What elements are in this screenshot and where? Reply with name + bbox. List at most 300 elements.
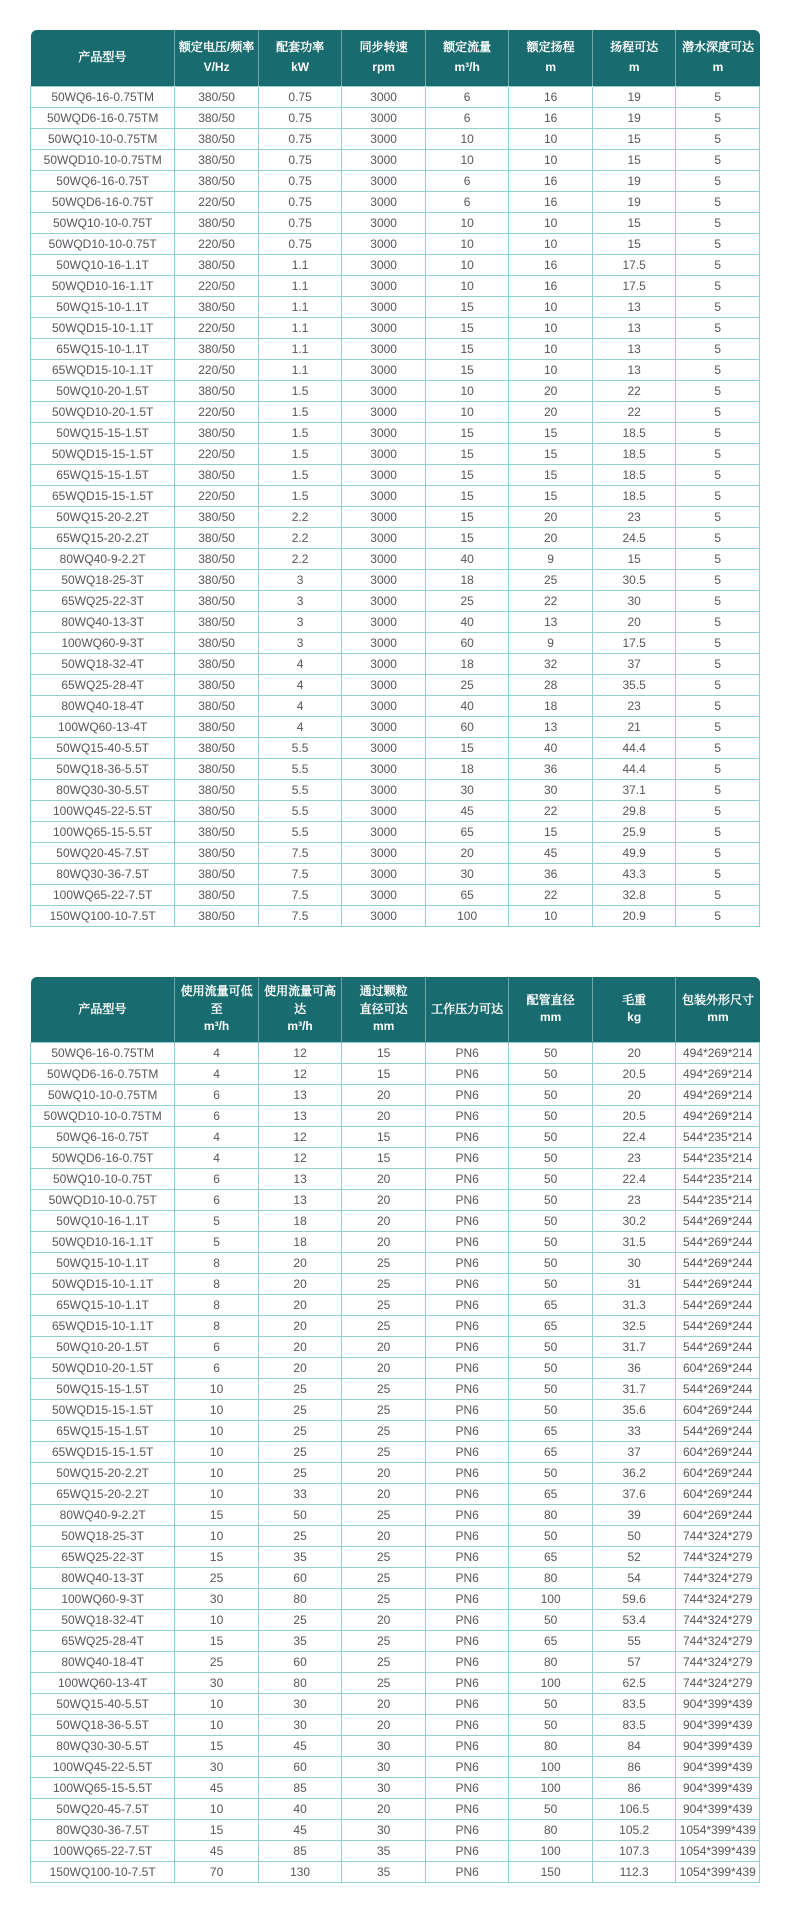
table-row <box>31 1736 760 1757</box>
value-cell: 65 <box>509 1316 593 1337</box>
value-cell: 20 <box>342 1211 426 1232</box>
table-row <box>31 1463 760 1484</box>
value-cell: 3000 <box>342 821 426 842</box>
table-row <box>31 1085 760 1106</box>
value-cell: 15 <box>175 1547 259 1568</box>
value-cell: 15 <box>509 464 593 485</box>
value-cell: 544*269*244 <box>676 1379 760 1400</box>
value-cell: 150 <box>509 1862 593 1883</box>
product-model-cell: 65WQ15-10-1.1T <box>31 338 175 359</box>
value-cell: PN6 <box>425 1736 509 1757</box>
value-cell: 7.5 <box>258 842 342 863</box>
value-cell: 30 <box>175 1589 259 1610</box>
value-cell: 5 <box>676 527 760 548</box>
value-cell: 604*269*244 <box>676 1505 760 1526</box>
value-cell: 15 <box>592 212 676 233</box>
value-cell: 25 <box>425 674 509 695</box>
table-row <box>31 317 760 338</box>
column-header <box>425 30 509 86</box>
value-cell: 13 <box>509 611 593 632</box>
value-cell: 15 <box>509 821 593 842</box>
value-cell: 50 <box>509 1358 593 1379</box>
value-cell: 1.1 <box>258 317 342 338</box>
value-cell: 50 <box>509 1715 593 1736</box>
column-header <box>258 977 342 1043</box>
value-cell: 13 <box>258 1190 342 1211</box>
value-cell: 32.5 <box>592 1316 676 1337</box>
product-model-cell: 50WQ6-16-0.75T <box>31 1127 175 1148</box>
value-cell: 16 <box>509 107 593 128</box>
value-cell: 29.8 <box>592 800 676 821</box>
product-model-cell: 80WQ40-9-2.2T <box>31 548 175 569</box>
value-cell: 50 <box>509 1694 593 1715</box>
table-row <box>31 1631 760 1652</box>
usage-specs-table <box>30 977 760 1884</box>
value-cell: 25 <box>342 1631 426 1652</box>
product-model-cell: 65WQ15-10-1.1T <box>31 1295 175 1316</box>
value-cell: 20 <box>342 1715 426 1736</box>
table-row <box>31 1316 760 1337</box>
header-row <box>31 30 760 86</box>
value-cell: 25 <box>342 1505 426 1526</box>
value-cell: 8 <box>175 1295 259 1316</box>
value-cell: 1.5 <box>258 464 342 485</box>
value-cell: PN6 <box>425 1106 509 1127</box>
value-cell: 16 <box>509 86 593 107</box>
product-model-cell: 100WQ60-13-4T <box>31 716 175 737</box>
value-cell: 6 <box>425 86 509 107</box>
product-model-cell: 50WQ10-20-1.5T <box>31 380 175 401</box>
value-cell: 45 <box>258 1820 342 1841</box>
rated-specs-header <box>31 30 760 86</box>
value-cell: 380/50 <box>175 716 259 737</box>
column-header-label: 工作压力可达 <box>431 1001 504 1016</box>
value-cell: 25 <box>258 1421 342 1442</box>
table-row <box>31 254 760 275</box>
value-cell: 380/50 <box>175 338 259 359</box>
value-cell: 20 <box>509 506 593 527</box>
product-model-cell: 50WQ18-36-5.5T <box>31 1715 175 1736</box>
value-cell: 45 <box>425 800 509 821</box>
value-cell: 5 <box>676 485 760 506</box>
table-row <box>31 758 760 779</box>
value-cell: 65 <box>509 1547 593 1568</box>
value-cell: 100 <box>509 1757 593 1778</box>
column-header <box>676 30 760 86</box>
value-cell: 5.5 <box>258 737 342 758</box>
value-cell: 20 <box>509 380 593 401</box>
value-cell: 36 <box>509 758 593 779</box>
value-cell: 25 <box>258 1610 342 1631</box>
value-cell: 3000 <box>342 401 426 422</box>
value-cell: 30 <box>342 1757 426 1778</box>
product-model-cell: 50WQ15-10-1.1T <box>31 1253 175 1274</box>
value-cell: 10 <box>425 233 509 254</box>
product-model-cell: 65WQ25-22-3T <box>31 590 175 611</box>
value-cell: 1054*399*439 <box>676 1862 760 1883</box>
value-cell: 494*269*214 <box>676 1106 760 1127</box>
value-cell: 3000 <box>342 233 426 254</box>
value-cell: 3000 <box>342 758 426 779</box>
table-row <box>31 1169 760 1190</box>
column-header <box>592 977 676 1043</box>
value-cell: 5 <box>676 695 760 716</box>
product-model-cell: 65WQ15-15-1.5T <box>31 464 175 485</box>
table-row <box>31 716 760 737</box>
value-cell: 4 <box>258 695 342 716</box>
value-cell: 50 <box>509 1274 593 1295</box>
column-header-label: 潜水深度可达 <box>681 39 754 54</box>
column-header-unit: V/Hz <box>203 59 230 74</box>
value-cell: PN6 <box>425 1778 509 1799</box>
value-cell: 13 <box>509 716 593 737</box>
value-cell: 3000 <box>342 380 426 401</box>
value-cell: 15 <box>592 548 676 569</box>
value-cell: 544*235*214 <box>676 1169 760 1190</box>
value-cell: 0.75 <box>258 170 342 191</box>
value-cell: 2.2 <box>258 506 342 527</box>
value-cell: PN6 <box>425 1757 509 1778</box>
value-cell: 50 <box>509 1127 593 1148</box>
value-cell: 5 <box>175 1232 259 1253</box>
value-cell: 5 <box>676 317 760 338</box>
value-cell: 3000 <box>342 716 426 737</box>
value-cell: 31.7 <box>592 1337 676 1358</box>
value-cell: PN6 <box>425 1211 509 1232</box>
value-cell: 15 <box>425 485 509 506</box>
table-row <box>31 275 760 296</box>
product-model-cell: 50WQ15-20-2.2T <box>31 1463 175 1484</box>
value-cell: 3000 <box>342 212 426 233</box>
product-model-cell: 65WQ25-22-3T <box>31 1547 175 1568</box>
value-cell: PN6 <box>425 1673 509 1694</box>
value-cell: 25 <box>175 1652 259 1673</box>
value-cell: 2.2 <box>258 527 342 548</box>
value-cell: 3000 <box>342 296 426 317</box>
value-cell: 380/50 <box>175 800 259 821</box>
column-header <box>175 977 259 1043</box>
value-cell: 40 <box>509 737 593 758</box>
table-row <box>31 1715 760 1736</box>
value-cell: 3 <box>258 590 342 611</box>
column-header-label: 产品型号 <box>78 1001 127 1016</box>
table-row <box>31 1841 760 1862</box>
product-model-cell: 80WQ30-30-5.5T <box>31 1736 175 1757</box>
value-cell: 10 <box>509 359 593 380</box>
value-cell: 13 <box>258 1085 342 1106</box>
product-model-cell: 50WQ6-16-0.75T <box>31 170 175 191</box>
column-header-label: 同步转速 <box>359 39 408 54</box>
value-cell: 20 <box>342 1169 426 1190</box>
value-cell: 380/50 <box>175 653 259 674</box>
column-header <box>425 977 509 1043</box>
table-row <box>31 506 760 527</box>
product-model-cell: 80WQ30-36-7.5T <box>31 863 175 884</box>
value-cell: 604*269*244 <box>676 1358 760 1379</box>
table-row <box>31 1610 760 1631</box>
product-model-cell: 50WQ18-25-3T <box>31 569 175 590</box>
value-cell: 3000 <box>342 170 426 191</box>
value-cell: 36 <box>509 863 593 884</box>
value-cell: 5 <box>676 107 760 128</box>
product-model-cell: 50WQD6-16-0.75TM <box>31 1064 175 1085</box>
value-cell: PN6 <box>425 1820 509 1841</box>
value-cell: PN6 <box>425 1379 509 1400</box>
value-cell: 54 <box>592 1568 676 1589</box>
table-row <box>31 1358 760 1379</box>
value-cell: 3000 <box>342 338 426 359</box>
value-cell: 60 <box>258 1568 342 1589</box>
value-cell: 15 <box>509 485 593 506</box>
table-row <box>31 737 760 758</box>
table-row <box>31 800 760 821</box>
table-row <box>31 1862 760 1883</box>
table-row <box>31 863 760 884</box>
value-cell: 13 <box>592 296 676 317</box>
value-cell: 5 <box>676 422 760 443</box>
value-cell: 6 <box>175 1169 259 1190</box>
value-cell: 35 <box>342 1841 426 1862</box>
table-row <box>31 1274 760 1295</box>
table-row <box>31 1190 760 1211</box>
value-cell: 30 <box>258 1715 342 1736</box>
value-cell: 0.75 <box>258 107 342 128</box>
product-model-cell: 50WQ10-16-1.1T <box>31 1211 175 1232</box>
value-cell: 31.5 <box>592 1232 676 1253</box>
product-model-cell: 80WQ30-36-7.5T <box>31 1820 175 1841</box>
product-model-cell: 50WQ20-45-7.5T <box>31 842 175 863</box>
value-cell: 904*399*439 <box>676 1715 760 1736</box>
value-cell: 16 <box>509 191 593 212</box>
value-cell: 10 <box>425 401 509 422</box>
value-cell: 20 <box>342 1799 426 1820</box>
value-cell: PN6 <box>425 1463 509 1484</box>
value-cell: 10 <box>175 1484 259 1505</box>
column-header-label: 额定流量 <box>443 39 492 54</box>
value-cell: 45 <box>175 1841 259 1862</box>
value-cell: 6 <box>425 191 509 212</box>
value-cell: 380/50 <box>175 170 259 191</box>
value-cell: PN6 <box>425 1442 509 1463</box>
value-cell: 380/50 <box>175 674 259 695</box>
value-cell: 20 <box>509 527 593 548</box>
table-row <box>31 1673 760 1694</box>
table-row <box>31 422 760 443</box>
column-header-label: 额定电压/频率 <box>178 39 255 54</box>
product-model-cell: 50WQ18-32-4T <box>31 1610 175 1631</box>
value-cell: 380/50 <box>175 86 259 107</box>
table-row <box>31 86 760 107</box>
value-cell: 45 <box>175 1778 259 1799</box>
value-cell: 380/50 <box>175 548 259 569</box>
value-cell: 10 <box>509 233 593 254</box>
value-cell: 13 <box>592 317 676 338</box>
value-cell: 0.75 <box>258 149 342 170</box>
value-cell: 380/50 <box>175 464 259 485</box>
value-cell: 1.1 <box>258 338 342 359</box>
value-cell: 220/50 <box>175 275 259 296</box>
value-cell: 5 <box>676 149 760 170</box>
value-cell: 10 <box>175 1400 259 1421</box>
value-cell: 35.6 <box>592 1400 676 1421</box>
value-cell: 70 <box>175 1862 259 1883</box>
value-cell: 10 <box>509 212 593 233</box>
product-model-cell: 100WQ60-9-3T <box>31 632 175 653</box>
value-cell: 1.1 <box>258 359 342 380</box>
table-row <box>31 821 760 842</box>
value-cell: 3000 <box>342 674 426 695</box>
value-cell: 220/50 <box>175 485 259 506</box>
value-cell: 18.5 <box>592 464 676 485</box>
value-cell: 220/50 <box>175 191 259 212</box>
value-cell: 5 <box>175 1211 259 1232</box>
column-header <box>509 30 593 86</box>
value-cell: PN6 <box>425 1127 509 1148</box>
value-cell: 544*269*244 <box>676 1211 760 1232</box>
column-header <box>676 977 760 1043</box>
value-cell: 36 <box>592 1358 676 1379</box>
product-model-cell: 50WQ18-36-5.5T <box>31 758 175 779</box>
value-cell: 5 <box>676 548 760 569</box>
table-row <box>31 632 760 653</box>
value-cell: PN6 <box>425 1043 509 1064</box>
value-cell: 17.5 <box>592 254 676 275</box>
value-cell: 5 <box>676 632 760 653</box>
value-cell: 5 <box>676 653 760 674</box>
value-cell: 5 <box>676 191 760 212</box>
value-cell: 1.1 <box>258 296 342 317</box>
value-cell: 31.3 <box>592 1295 676 1316</box>
value-cell: 3000 <box>342 611 426 632</box>
value-cell: 18 <box>425 758 509 779</box>
product-model-cell: 80WQ40-18-4T <box>31 1652 175 1673</box>
value-cell: 904*399*439 <box>676 1694 760 1715</box>
column-header-unit: kW <box>291 59 310 74</box>
value-cell: 8 <box>175 1274 259 1295</box>
value-cell: 25 <box>258 1442 342 1463</box>
value-cell: 25 <box>258 1400 342 1421</box>
value-cell: 544*269*244 <box>676 1274 760 1295</box>
value-cell: 5 <box>676 212 760 233</box>
value-cell: 80 <box>509 1820 593 1841</box>
value-cell: 80 <box>258 1589 342 1610</box>
value-cell: 30 <box>425 779 509 800</box>
value-cell: 15 <box>592 149 676 170</box>
product-model-cell: 100WQ65-15-5.5T <box>31 821 175 842</box>
product-model-cell: 50WQD10-16-1.1T <box>31 1232 175 1253</box>
value-cell: 220/50 <box>175 233 259 254</box>
value-cell: 12 <box>258 1064 342 1085</box>
value-cell: 10 <box>509 296 593 317</box>
value-cell: 544*269*244 <box>676 1253 760 1274</box>
value-cell: 20 <box>258 1295 342 1316</box>
value-cell: 220/50 <box>175 443 259 464</box>
value-cell: 13 <box>592 338 676 359</box>
value-cell: 1.5 <box>258 380 342 401</box>
value-cell: PN6 <box>425 1169 509 1190</box>
value-cell: 19 <box>592 191 676 212</box>
value-cell: 57 <box>592 1652 676 1673</box>
value-cell: 25 <box>342 1421 426 1442</box>
table-row <box>31 1232 760 1253</box>
value-cell: 25 <box>342 1295 426 1316</box>
value-cell: PN6 <box>425 1484 509 1505</box>
value-cell: 10 <box>425 128 509 149</box>
product-model-cell: 65WQD15-15-1.5T <box>31 1442 175 1463</box>
value-cell: 50 <box>509 1106 593 1127</box>
value-cell: PN6 <box>425 1568 509 1589</box>
value-cell: 22 <box>509 884 593 905</box>
table-row <box>31 527 760 548</box>
value-cell: 15 <box>425 737 509 758</box>
column-header <box>342 977 426 1043</box>
value-cell: 5.5 <box>258 758 342 779</box>
value-cell: 5 <box>676 863 760 884</box>
value-cell: PN6 <box>425 1841 509 1862</box>
product-model-cell: 50WQ15-15-1.5T <box>31 422 175 443</box>
table-row <box>31 149 760 170</box>
product-model-cell: 80WQ30-30-5.5T <box>31 779 175 800</box>
product-model-cell: 50WQ15-40-5.5T <box>31 1694 175 1715</box>
value-cell: 3000 <box>342 863 426 884</box>
value-cell: 15 <box>425 422 509 443</box>
value-cell: 65 <box>425 884 509 905</box>
value-cell: 50 <box>509 1799 593 1820</box>
value-cell: 544*235*214 <box>676 1190 760 1211</box>
product-model-cell: 50WQ18-25-3T <box>31 1526 175 1547</box>
value-cell: 65 <box>509 1442 593 1463</box>
value-cell: 49.9 <box>592 842 676 863</box>
value-cell: 33 <box>592 1421 676 1442</box>
value-cell: 25 <box>342 1316 426 1337</box>
value-cell: 15 <box>425 338 509 359</box>
value-cell: PN6 <box>425 1694 509 1715</box>
value-cell: 100 <box>425 905 509 926</box>
value-cell: 494*269*214 <box>676 1064 760 1085</box>
value-cell: 380/50 <box>175 149 259 170</box>
table-row <box>31 1526 760 1547</box>
value-cell: 380/50 <box>175 842 259 863</box>
value-cell: 18 <box>425 653 509 674</box>
column-header-label: 配套功率 <box>276 39 325 54</box>
value-cell: 25 <box>509 569 593 590</box>
value-cell: 84 <box>592 1736 676 1757</box>
value-cell: 19 <box>592 170 676 191</box>
product-model-cell: 80WQ40-13-3T <box>31 1568 175 1589</box>
value-cell: 62.5 <box>592 1673 676 1694</box>
product-model-cell: 50WQ15-20-2.2T <box>31 506 175 527</box>
value-cell: 18 <box>509 695 593 716</box>
table-row <box>31 674 760 695</box>
value-cell: 10 <box>509 905 593 926</box>
value-cell: 380/50 <box>175 779 259 800</box>
value-cell: 10 <box>425 275 509 296</box>
value-cell: 44.4 <box>592 758 676 779</box>
table-row <box>31 1400 760 1421</box>
value-cell: 3000 <box>342 275 426 296</box>
value-cell: 3000 <box>342 359 426 380</box>
value-cell: 6 <box>175 1358 259 1379</box>
value-cell: 7.5 <box>258 884 342 905</box>
table-row <box>31 128 760 149</box>
table-row <box>31 380 760 401</box>
column-header-unit: m <box>628 59 640 74</box>
value-cell: 744*324*279 <box>676 1652 760 1673</box>
value-cell: 15 <box>175 1505 259 1526</box>
value-cell: 15 <box>592 128 676 149</box>
value-cell: 5.5 <box>258 779 342 800</box>
value-cell: 544*235*214 <box>676 1148 760 1169</box>
